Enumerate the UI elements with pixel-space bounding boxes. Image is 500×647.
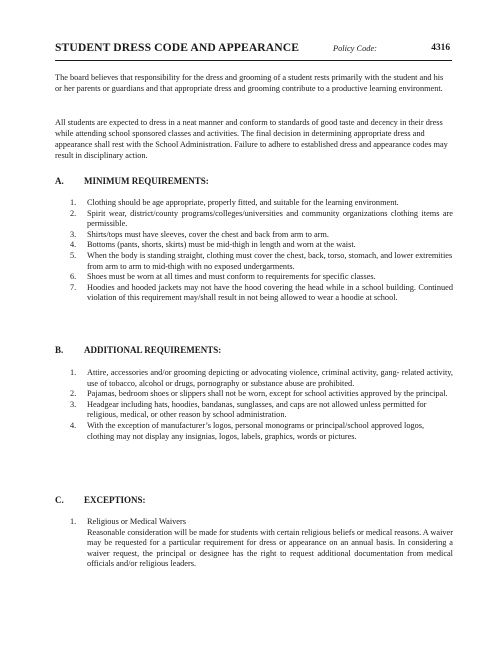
- minimum-requirements-list: [70, 198, 453, 304]
- item-text: Hoodies and hooded jackets may not have the hood covering the head while in a school building. Continued violation of this requirement may/shall result in not being allowed to wear a hoodie at school.: [87, 282, 453, 303]
- section-letter: A.: [55, 176, 64, 186]
- item-text: Headgear including hats, hoodies, bandanas, sunglasses, and caps are not allowed unless permitted for religious, medical, or other reason by school administration.: [87, 399, 427, 420]
- list-item: [70, 517, 453, 570]
- policy-code-number: 4316: [431, 43, 450, 53]
- policy-header: [55, 40, 452, 61]
- item-number: 1.: [70, 198, 77, 207]
- item-text: Reasonable consideration will be made for students with certain religious beliefs or medical reasons. A waiver may be requested for a particular requirement for dress or appearance on an annual basis. In considering a waiver request, the principal or designee has the right to request additional documentation from medical officials and/or religious leaders.: [87, 527, 453, 569]
- item-number: 4.: [70, 240, 77, 250]
- item-number: 2.: [70, 208, 77, 218]
- item-number: 3.: [70, 229, 77, 239]
- list-item: [70, 240, 453, 251]
- exceptions-list: [70, 517, 453, 570]
- section-title: ADDITIONAL REQUIREMENTS:: [84, 345, 222, 355]
- list-item: [70, 251, 453, 272]
- list-item: [70, 230, 453, 241]
- policy-code-label: Policy Code:: [333, 44, 377, 53]
- section-letter: C.: [55, 495, 64, 505]
- section-heading-minimum-requirements: [55, 176, 209, 186]
- item-text: Clothing should be age appropriate, properly fitted, and suitable for the learning environment.: [87, 198, 399, 207]
- item-text: Pajamas, bedroom shoes or slippers shall not be worn, except for school activities approved by the principal.: [87, 389, 448, 399]
- list-item: [70, 368, 453, 389]
- item-text: With the exception of manufacturer’s logos, personal monograms or principal/school approved logos, clothing may not display any insignias, logos, labels, graphics, words or pictures.: [87, 420, 425, 441]
- item-text: Bottoms (pants, shorts, skirts) must be mid-thigh in length and worn at the waist.: [87, 240, 356, 250]
- section-title: MINIMUM REQUIREMENTS:: [84, 176, 209, 186]
- item-text: Attire, accessories and/or grooming depicting or advocating violence, criminal activity, gang- related activity, use of tobacco, alcohol or drugs, pornography or substance abuse are prohibited.: [87, 368, 453, 388]
- list-item: [70, 198, 453, 209]
- list-item: [70, 400, 453, 421]
- item-number: 3.: [70, 399, 77, 409]
- item-text: Shoes must be worn at all times and must conform to requirements for specific classes.: [87, 272, 376, 282]
- section-heading-additional-requirements: [55, 345, 221, 355]
- document-title: STUDENT DRESS CODE AND APPEARANCE: [55, 41, 300, 54]
- list-item: [70, 209, 453, 230]
- item-number: 6.: [70, 272, 77, 282]
- intro-paragraph-1: The board believes that responsibility for the dress and grooming of a student rests primarily with the student and his or her parents or guardians and that appropriate dress and grooming contribute to a productive learning environment.: [55, 73, 444, 93]
- additional-requirements-list: [70, 368, 453, 442]
- item-number: 4.: [70, 420, 77, 430]
- item-text: When the body is standing straight, clothing must cover the chest, back, torso, stomach, and lower extremities from arm to arm to mid-thigh with no exposed undergarments.: [87, 250, 453, 271]
- item-heading: Religious or Medical Waivers: [87, 517, 186, 526]
- item-text: Shirts/tops must have sleeves, cover the chest and back from arm to arm.: [87, 229, 329, 239]
- item-number: 5.: [70, 250, 77, 260]
- list-item: [70, 272, 453, 283]
- item-number: 7.: [70, 282, 77, 292]
- list-item: [70, 283, 453, 304]
- intro-paragraph-2: All students are expected to dress in a neat manner and conform to standards of good taste and decency in their dress while attending school sponsored classes and activities. The final decision in determining appropriate dress and appearance shall rest with the School Administration. Failure to adhere to established dress and appearance codes may result in disciplinary action.: [55, 118, 448, 160]
- section-title: EXCEPTIONS:: [84, 495, 146, 505]
- section-letter: B.: [55, 345, 64, 355]
- section-heading-exceptions: [55, 495, 146, 505]
- item-number: 1.: [70, 368, 77, 377]
- list-item: [70, 421, 453, 442]
- list-item: [70, 389, 453, 400]
- item-text: Spirit wear, district/county programs/colleges/universities and community organizations clothing items are permissible.: [87, 208, 453, 229]
- item-number: 1.: [70, 517, 77, 526]
- item-number: 2.: [70, 389, 77, 399]
